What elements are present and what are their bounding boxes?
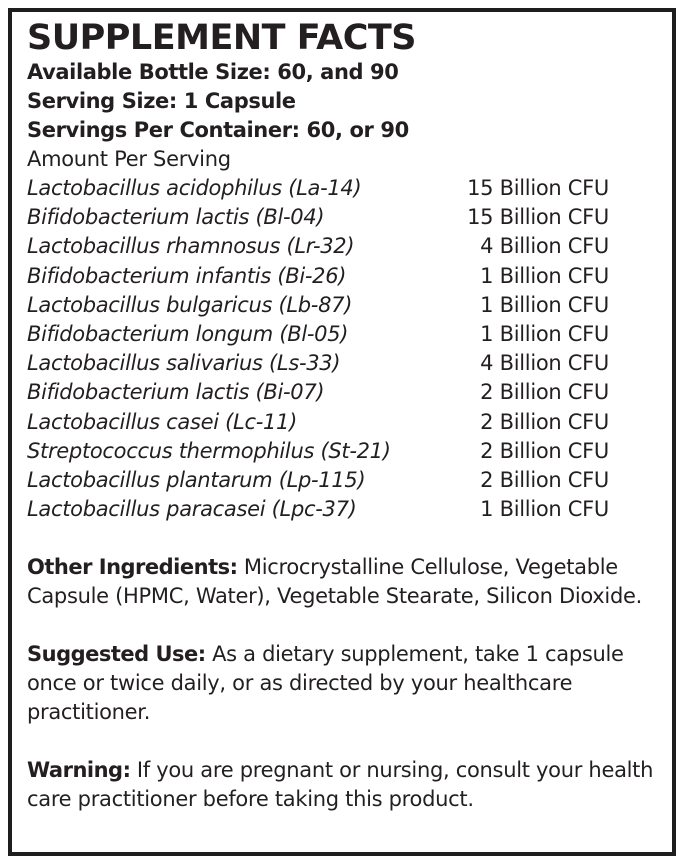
ingredient-name: Bifidobacterium lactis (Bl-04): [27, 205, 325, 230]
ingredient-name: Streptococcus thermophilus (St-21): [27, 438, 391, 463]
ingredient-row: [27, 349, 609, 378]
ingredient-name: Lactobacillus bulgaricus (Lb-87): [27, 292, 353, 317]
ingredient-name: Bifidobacterium infantis (Bi-26): [27, 263, 347, 288]
ingredient-amount: 1 Billion CFU: [480, 497, 609, 522]
warning-heading: Warning:: [27, 758, 131, 783]
warning-text: If you are pregnant or nursing, consult your health care practitioner before taking this product.: [27, 758, 654, 812]
ingredient-row: [27, 408, 609, 437]
spacer: [27, 611, 662, 640]
ingredient-row: [27, 320, 609, 349]
ingredient-amount: 2 Billion CFU: [480, 409, 609, 434]
ingredient-name: Lactobacillus rhamnosus (Lr-32): [27, 234, 355, 259]
spacer: [27, 524, 662, 553]
ingredient-name: Lactobacillus casei (Lc-11): [27, 409, 297, 434]
ingredient-row: [27, 378, 609, 407]
other-ingredients: [27, 553, 662, 611]
supplement-facts-panel: [8, 8, 676, 856]
ingredient-row: [27, 437, 609, 466]
ingredient-amount: 4 Billion CFU: [480, 234, 609, 259]
ingredient-row: [27, 174, 609, 203]
suggested-use-text: As a dietary supplement, take 1 capsule once or twice daily, or as directed by your healthcare practitioner.: [27, 642, 624, 725]
ingredient-amount: 2 Billion CFU: [480, 468, 609, 493]
ingredient-row: [27, 466, 609, 495]
ingredient-name: Lactobacillus salivarius (Ls-33): [27, 351, 341, 376]
serving-size: Serving Size: 1 Capsule: [27, 89, 296, 113]
ingredient-amount: 2 Billion CFU: [480, 438, 609, 463]
ingredient-amount: 1 Billion CFU: [480, 292, 609, 317]
other-ingredients-text: Microcrystalline Cellulose, Vegetable Capsule (HPMC, Water), Vegetable Stearate, Silicon Dioxide.: [27, 555, 642, 609]
ingredient-amount: 15 Billion CFU: [467, 205, 609, 230]
bottle-size: Available Bottle Size: 60, and 90: [27, 60, 399, 84]
warning: [27, 756, 662, 814]
ingredient-amount: 4 Billion CFU: [480, 351, 609, 376]
ingredient-row: [27, 232, 609, 261]
panel-content: [27, 18, 662, 814]
suggested-use-heading: Suggested Use:: [27, 642, 206, 667]
ingredient-row: [27, 262, 609, 291]
ingredient-name: Lactobacillus plantarum (Lp-115): [27, 468, 366, 493]
ingredient-row: [27, 495, 609, 524]
ingredient-amount: 1 Billion CFU: [480, 263, 609, 288]
ingredient-name: Bifidobacterium lactis (Bi-07): [27, 380, 325, 405]
ingredient-amount: 2 Billion CFU: [480, 380, 609, 405]
ingredient-list: [27, 174, 662, 524]
panel-title: SUPPLEMENT FACTS: [27, 18, 416, 58]
other-ingredients-heading: Other Ingredients:: [27, 555, 238, 580]
ingredient-name: Lactobacillus acidophilus (La-14): [27, 176, 362, 200]
servings-per-container: Servings Per Container: 60, or 90: [27, 118, 409, 142]
ingredient-row: [27, 291, 609, 320]
ingredient-name: Lactobacillus paracasei (Lpc-37): [27, 497, 357, 522]
ingredient-amount: 15 Billion CFU: [467, 176, 609, 200]
ingredient-name: Bifidobacterium longum (Bl-05): [27, 322, 349, 347]
spacer: [27, 727, 662, 756]
amount-per-serving-heading: Amount Per Serving: [27, 147, 231, 171]
ingredient-row: [27, 203, 609, 232]
ingredient-amount: 1 Billion CFU: [480, 322, 609, 347]
suggested-use: [27, 640, 662, 727]
